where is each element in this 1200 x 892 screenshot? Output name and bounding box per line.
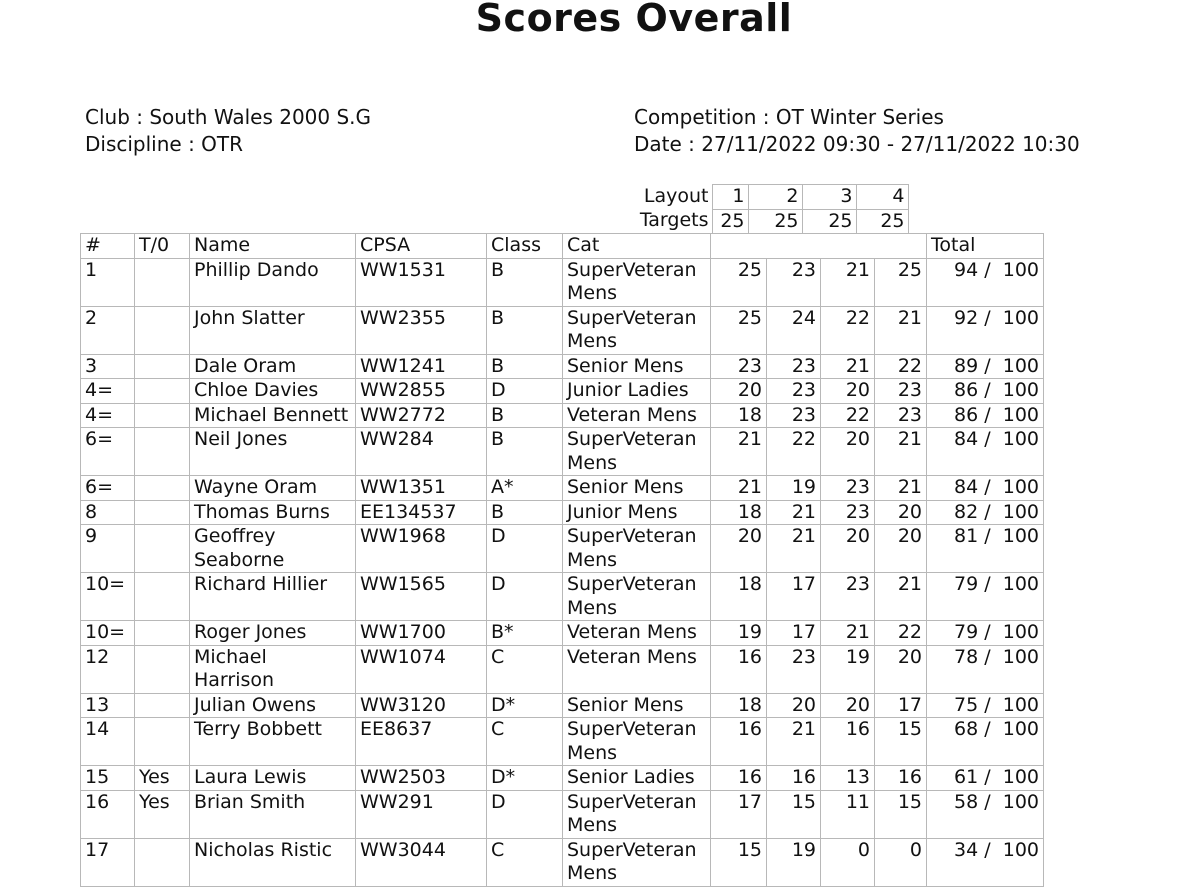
header-blank [767,234,821,259]
position-cell: 15 [81,766,135,791]
class-cell: D [487,790,563,838]
scores-table [80,233,1044,887]
header-pos: # [81,234,135,259]
scores-body [81,258,1044,886]
layout3-score-cell: 11 [821,790,875,838]
class-cell: D [487,573,563,621]
layout3-score-cell: 23 [821,573,875,621]
cpsa-cell: EE8637 [356,718,487,766]
to-cell [135,258,190,306]
layout3-score-cell: 20 [821,693,875,718]
table-row [81,428,1044,476]
layout2-score-cell: 24 [767,306,821,354]
page-title: Scores Overall [475,0,793,40]
category-cell: SuperVeteran Mens [563,790,711,838]
layout3-score-cell: 23 [821,500,875,525]
cpsa-cell: WW2503 [356,766,487,791]
to-cell [135,838,190,886]
layout1-score-cell: 17 [711,790,767,838]
cpsa-cell: WW2772 [356,403,487,428]
class-cell: B [487,428,563,476]
layout2-score-cell: 23 [767,645,821,693]
discipline: Discipline : OTR [85,132,244,156]
cpsa-cell: WW3120 [356,693,487,718]
layout3-score-cell: 21 [821,258,875,306]
layout4-score-cell: 15 [875,718,927,766]
layout4-score-cell: 21 [875,476,927,501]
category-cell: SuperVeteran Mens [563,525,711,573]
category-cell: Senior Ladies [563,766,711,791]
layout1-score-cell: 18 [711,500,767,525]
layout1-score-cell: 18 [711,693,767,718]
layout-number: 1 [712,185,748,210]
layout4-score-cell: 17 [875,693,927,718]
layout3-score-cell: 0 [821,838,875,886]
layout2-score-cell: 21 [767,718,821,766]
table-row [81,573,1044,621]
name-cell: Thomas Burns [190,500,356,525]
competition-info [634,104,1080,158]
total-cell: 75 / 100 [927,693,1044,718]
targets-row [634,209,908,234]
name-cell: Nicholas Ristic [190,838,356,886]
layout4-score-cell: 21 [875,306,927,354]
layout1-score-cell: 18 [711,573,767,621]
name-cell: Michael Harrison [190,645,356,693]
layout1-score-cell: 21 [711,476,767,501]
class-cell: B [487,258,563,306]
category-cell: Senior Mens [563,354,711,379]
layout2-score-cell: 21 [767,525,821,573]
competition-name: Competition : OT Winter Series [634,105,944,129]
total-cell: 68 / 100 [927,718,1044,766]
table-row [81,718,1044,766]
table-row [81,403,1044,428]
layout2-score-cell: 19 [767,476,821,501]
to-cell [135,718,190,766]
layout-targets-table [634,184,909,234]
position-cell: 6= [81,428,135,476]
club-name: Club : South Wales 2000 S.G [85,105,372,129]
position-cell: 4= [81,379,135,404]
layout1-score-cell: 16 [711,718,767,766]
position-cell: 8 [81,500,135,525]
name-cell: Brian Smith [190,790,356,838]
total-cell: 94 / 100 [927,258,1044,306]
class-cell: C [487,718,563,766]
class-cell: B [487,354,563,379]
header-blank [821,234,875,259]
class-cell: D [487,379,563,404]
target-count: 25 [748,209,802,234]
total-cell: 78 / 100 [927,645,1044,693]
total-cell: 84 / 100 [927,476,1044,501]
total-cell: 86 / 100 [927,403,1044,428]
layout4-score-cell: 0 [875,838,927,886]
name-cell: Phillip Dando [190,258,356,306]
name-cell: Dale Oram [190,354,356,379]
category-cell: SuperVeteran Mens [563,573,711,621]
header-cat: Cat [563,234,711,259]
position-cell: 2 [81,306,135,354]
layout-number: 4 [856,185,908,210]
name-cell: Julian Owens [190,693,356,718]
layout1-score-cell: 18 [711,403,767,428]
name-cell: Wayne Oram [190,476,356,501]
cpsa-cell: WW1531 [356,258,487,306]
class-cell: D [487,525,563,573]
layout2-score-cell: 23 [767,379,821,404]
to-cell [135,379,190,404]
layout1-score-cell: 19 [711,621,767,646]
layout4-score-cell: 20 [875,500,927,525]
total-cell: 79 / 100 [927,573,1044,621]
layout2-score-cell: 23 [767,403,821,428]
cpsa-cell: WW284 [356,428,487,476]
category-cell: Veteran Mens [563,645,711,693]
table-row [81,621,1044,646]
class-cell: B [487,403,563,428]
layout1-score-cell: 25 [711,306,767,354]
table-row [81,790,1044,838]
layout4-score-cell: 20 [875,525,927,573]
layout4-score-cell: 15 [875,790,927,838]
class-cell: D* [487,766,563,791]
header-blank [875,234,927,259]
name-cell: Richard Hillier [190,573,356,621]
name-cell: Chloe Davies [190,379,356,404]
table-row [81,645,1044,693]
total-cell: 81 / 100 [927,525,1044,573]
club-info [85,104,371,158]
cpsa-cell: WW291 [356,790,487,838]
layout3-score-cell: 20 [821,379,875,404]
table-row [81,476,1044,501]
layout1-score-cell: 16 [711,645,767,693]
category-cell: SuperVeteran Mens [563,258,711,306]
category-cell: Junior Mens [563,500,711,525]
layout4-score-cell: 25 [875,258,927,306]
layout1-score-cell: 21 [711,428,767,476]
layout4-score-cell: 21 [875,573,927,621]
class-cell: C [487,838,563,886]
position-cell: 10= [81,573,135,621]
layout4-score-cell: 16 [875,766,927,791]
category-cell: SuperVeteran Mens [563,306,711,354]
layout2-score-cell: 23 [767,258,821,306]
total-cell: 82 / 100 [927,500,1044,525]
layout1-score-cell: 25 [711,258,767,306]
header-blank [711,234,767,259]
total-cell: 89 / 100 [927,354,1044,379]
to-cell [135,645,190,693]
cpsa-cell: WW3044 [356,838,487,886]
position-cell: 14 [81,718,135,766]
layout4-score-cell: 22 [875,354,927,379]
layout3-score-cell: 19 [821,645,875,693]
total-cell: 34 / 100 [927,838,1044,886]
cpsa-cell: WW2355 [356,306,487,354]
layout2-score-cell: 17 [767,573,821,621]
position-cell: 3 [81,354,135,379]
to-cell: Yes [135,766,190,791]
layout2-score-cell: 22 [767,428,821,476]
layout2-score-cell: 23 [767,354,821,379]
layout2-score-cell: 19 [767,838,821,886]
layout3-score-cell: 22 [821,306,875,354]
layout3-score-cell: 16 [821,718,875,766]
to-cell [135,693,190,718]
layout3-score-cell: 22 [821,403,875,428]
layout2-score-cell: 21 [767,500,821,525]
to-cell [135,428,190,476]
to-cell [135,525,190,573]
cpsa-cell: EE134537 [356,500,487,525]
layout2-score-cell: 20 [767,693,821,718]
total-cell: 61 / 100 [927,766,1044,791]
name-cell: Neil Jones [190,428,356,476]
cpsa-cell: WW1074 [356,645,487,693]
layout4-score-cell: 21 [875,428,927,476]
position-cell: 12 [81,645,135,693]
category-cell: SuperVeteran Mens [563,718,711,766]
cpsa-cell: WW1565 [356,573,487,621]
cpsa-cell: WW1241 [356,354,487,379]
layout3-score-cell: 21 [821,621,875,646]
layout3-score-cell: 20 [821,525,875,573]
layout4-score-cell: 20 [875,645,927,693]
layout1-score-cell: 15 [711,838,767,886]
layout3-score-cell: 23 [821,476,875,501]
name-cell: Roger Jones [190,621,356,646]
category-cell: SuperVeteran Mens [563,428,711,476]
layout4-score-cell: 23 [875,379,927,404]
cpsa-cell: WW2855 [356,379,487,404]
header-name: Name [190,234,356,259]
total-cell: 92 / 100 [927,306,1044,354]
targets-label: Targets [639,209,709,231]
table-row [81,379,1044,404]
position-cell: 16 [81,790,135,838]
class-cell: B [487,500,563,525]
to-cell [135,354,190,379]
layout1-score-cell: 20 [711,525,767,573]
competition-date: Date : 27/11/2022 09:30 - 27/11/2022 10:30 [634,132,1080,156]
table-row [81,525,1044,573]
header-total: Total [927,234,1044,259]
header-cpsa: CPSA [356,234,487,259]
total-cell: 79 / 100 [927,621,1044,646]
to-cell [135,500,190,525]
position-cell: 9 [81,525,135,573]
cpsa-cell: WW1351 [356,476,487,501]
table-row [81,306,1044,354]
layout4-score-cell: 23 [875,403,927,428]
layout1-score-cell: 20 [711,379,767,404]
layout4-score-cell: 22 [875,621,927,646]
name-cell: Geoffrey Seaborne [190,525,356,573]
layout2-score-cell: 17 [767,621,821,646]
table-row [81,258,1044,306]
class-cell: D* [487,693,563,718]
category-cell: Veteran Mens [563,621,711,646]
to-cell [135,573,190,621]
layout-number: 3 [802,185,856,210]
position-cell: 10= [81,621,135,646]
cpsa-cell: WW1700 [356,621,487,646]
category-cell: Veteran Mens [563,403,711,428]
to-cell [135,403,190,428]
table-row [81,693,1044,718]
table-row [81,838,1044,886]
class-cell: A* [487,476,563,501]
layout3-score-cell: 21 [821,354,875,379]
category-cell: Senior Mens [563,693,711,718]
position-cell: 17 [81,838,135,886]
name-cell: Terry Bobbett [190,718,356,766]
layout3-score-cell: 20 [821,428,875,476]
position-cell: 13 [81,693,135,718]
position-cell: 4= [81,403,135,428]
layout1-score-cell: 16 [711,766,767,791]
position-cell: 1 [81,258,135,306]
cpsa-cell: WW1968 [356,525,487,573]
class-cell: B* [487,621,563,646]
header-class: Class [487,234,563,259]
total-cell: 86 / 100 [927,379,1044,404]
layout-label: Layout [643,184,709,207]
target-count: 25 [856,209,908,234]
total-cell: 84 / 100 [927,428,1044,476]
to-cell [135,621,190,646]
category-cell: SuperVeteran Mens [563,838,711,886]
total-cell: 58 / 100 [927,790,1044,838]
target-count: 25 [802,209,856,234]
name-cell: Michael Bennett [190,403,356,428]
name-cell: Laura Lewis [190,766,356,791]
layout3-score-cell: 13 [821,766,875,791]
layout-number: 2 [748,185,802,210]
name-cell: John Slatter [190,306,356,354]
layout2-score-cell: 15 [767,790,821,838]
position-cell: 6= [81,476,135,501]
header-to: T/0 [135,234,190,259]
table-header-row [81,234,1044,259]
class-cell: C [487,645,563,693]
table-row [81,354,1044,379]
category-cell: Junior Ladies [563,379,711,404]
to-cell [135,476,190,501]
table-row [81,766,1044,791]
layout1-score-cell: 23 [711,354,767,379]
target-count: 25 [712,209,748,234]
layout2-score-cell: 16 [767,766,821,791]
layout-row [634,185,908,210]
class-cell: B [487,306,563,354]
to-cell [135,306,190,354]
table-row [81,500,1044,525]
category-cell: Senior Mens [563,476,711,501]
to-cell: Yes [135,790,190,838]
